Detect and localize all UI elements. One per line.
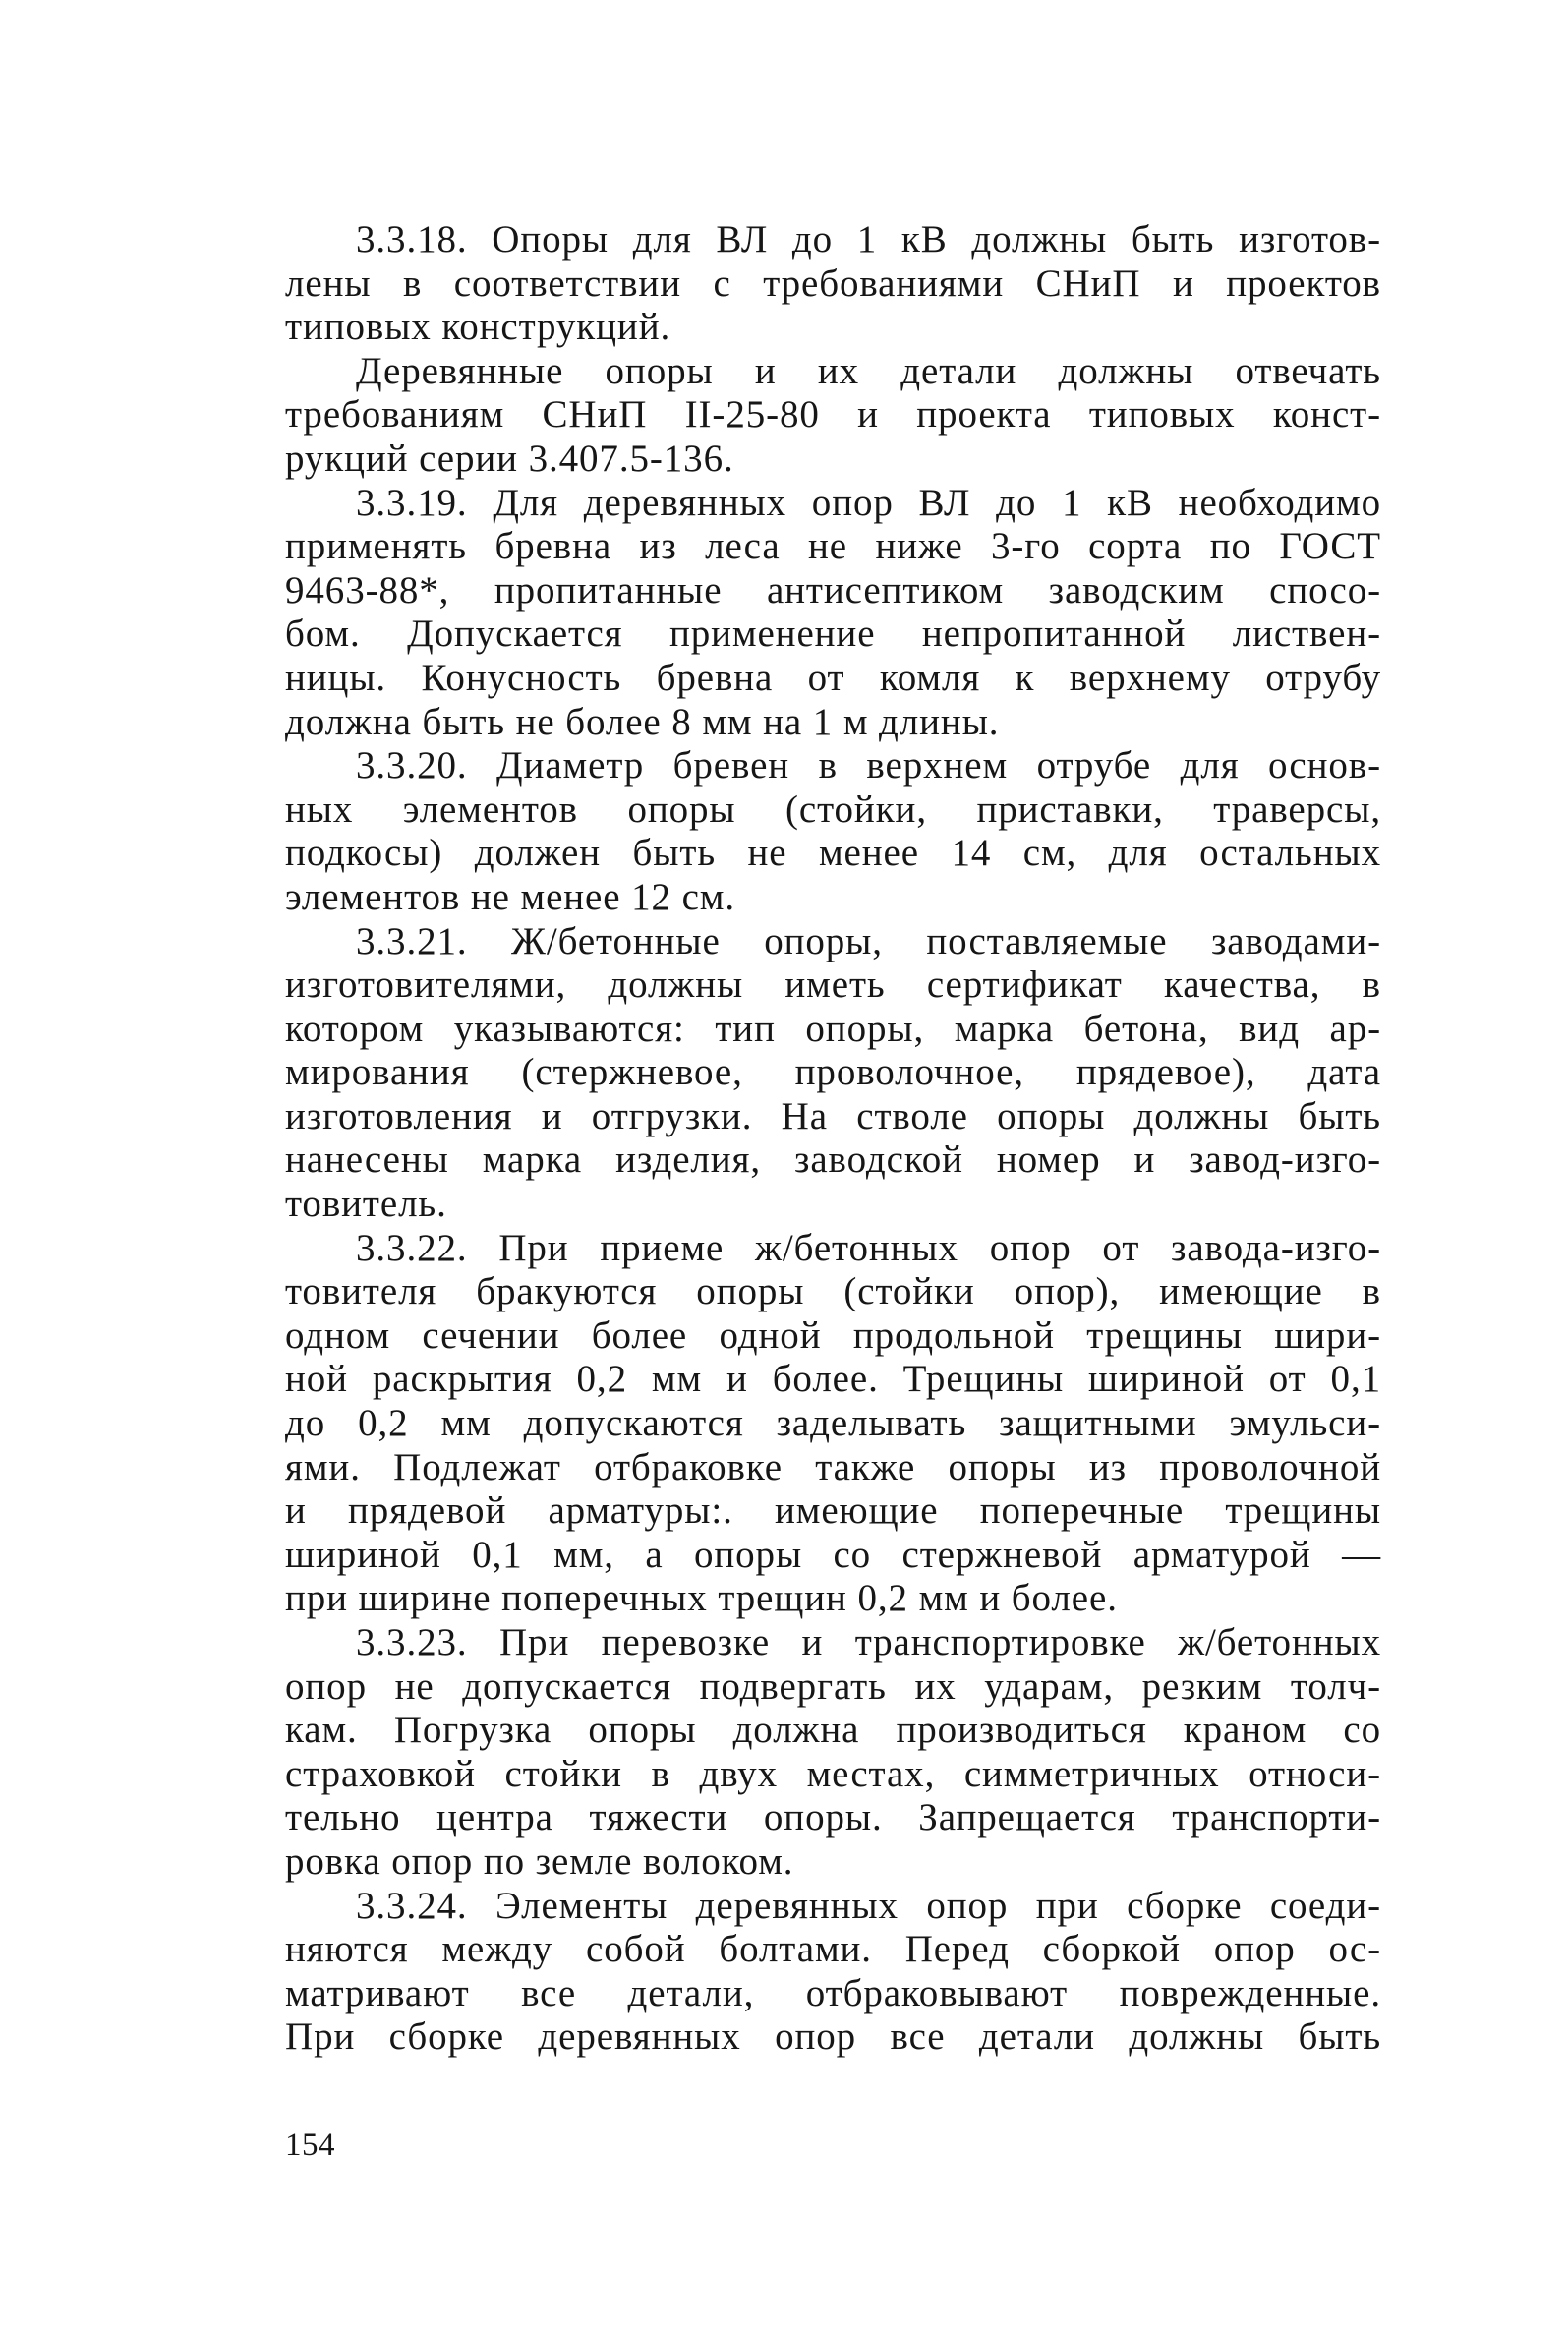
paragraph-3.3.24 [285,1885,1381,2060]
paragraph-3.3.20 [285,744,1381,919]
text-line: тельно центра тяжести опоры. Запрещается транспорти- [285,1796,1381,1839]
text-line: 3.3.22. При приеме ж/бетонных опор от завода-изго- [356,1226,1381,1269]
text-line: страховкой стойки в двух местах, симметричных относи- [285,1752,1381,1795]
body-text [285,218,1381,2060]
text-line: товитель. [285,1183,447,1226]
paragraph-3.3.23 [285,1621,1381,1885]
text-line: типовых конструкций. [285,306,671,349]
text-line: ных элементов опоры (стойки, приставки, траверсы, [285,787,1381,831]
paragraph-3.3.18 [285,218,1381,350]
text-line: и прядевой арматуры:. имеющие поперечные трещины [285,1489,1381,1533]
text-line: одном сечении более одной продольной трещины шири- [285,1313,1381,1357]
text-line: изготовления и отгрузки. На стволе опоры должны быть [285,1094,1381,1137]
text-line: няются между собой болтами. Перед сборкой опор ос- [285,1928,1381,1971]
text-line: опор не допускается подвергать их ударам, резким толч- [285,1664,1381,1708]
text-line: ями. Подлежат отбраковке также опоры из проволочной [285,1445,1381,1488]
page-number: 154 [285,2127,335,2163]
text-line: лены в соответствии с требованиями СНиП и проектов [285,262,1381,305]
text-line: 3.3.23. При перевозке и транспортировке ж/бетонных [356,1621,1381,1663]
paragraph-3.3.21 [285,920,1381,1227]
text-line: ровка опор по земле волоком. [285,1839,794,1883]
text-line: 9463-88*, пропитанные антисептиком заводским спосо- [285,568,1381,612]
text-line: элементов не менее 12 см. [285,875,736,918]
text-line: бом. Допускается применение непропитанной листвен- [285,612,1381,656]
text-line: 3.3.19. Для деревянных опор ВЛ до 1 кВ необходимо [356,481,1381,524]
text-line: мирования (стержневое, проволочное, прядевое), дата [285,1051,1381,1094]
text-line: котором указываются: тип опоры, марка бетона, вид ар- [285,1007,1381,1050]
paragraph-3.3.18-b [285,350,1381,482]
text-line: применять бревна из леса не ниже 3-го сорта по ГОСТ [285,525,1381,568]
text-line: ницы. Конусность бревна от комля к верхнему отрубу [285,656,1381,699]
text-line: товителя бракуются опоры (стойки опор), имеющие в [285,1270,1381,1313]
text-line: Деревянные опоры и их детали должны отвечать [356,349,1381,392]
text-line: нанесены марка изделия, заводской номер и завод-изго- [285,1138,1381,1182]
text-line: 3.3.24. Элементы деревянных опор при сборке соеди- [356,1884,1381,1927]
text-line: шириной 0,1 мм, а опоры со стержневой арматурой — [285,1533,1381,1576]
text-line: 3.3.21. Ж/бетонные опоры, поставляемые заводами- [356,919,1381,962]
text-line: рукций серии 3.407.5-136. [285,437,734,480]
paragraph-3.3.19 [285,482,1381,745]
text-line: При сборке деревянных опор все детали должны быть [285,2015,1381,2059]
text-line: изготовителями, должны иметь сертификат качества, в [285,963,1381,1007]
text-line: подкосы) должен быть не менее 14 см, для остальных [285,832,1381,875]
text-line: требованиям СНиП II-25-80 и проекта типовых конст- [285,393,1381,437]
paragraph-3.3.22 [285,1227,1381,1621]
text-line: при ширине поперечных трещин 0,2 мм и более. [285,1577,1118,1620]
text-line: матривают все детали, отбраковывают поврежденные. [285,1971,1381,2014]
text-line: ной раскрытия 0,2 мм и более. Трещины шириной от 0,1 [285,1358,1381,1401]
text-line: кам. Погрузка опоры должна производиться краном со [285,1709,1381,1752]
text-line: 3.3.18. Опоры для ВЛ до 1 кВ должны быть изготов- [356,218,1381,261]
text-line: должна быть не более 8 мм на 1 м длины. [285,700,1000,743]
text-line: 3.3.20. Диаметр бревен в верхнем отрубе для основ- [356,744,1381,787]
text-line: до 0,2 мм допускаются заделывать защитными эмульси- [285,1402,1381,1445]
